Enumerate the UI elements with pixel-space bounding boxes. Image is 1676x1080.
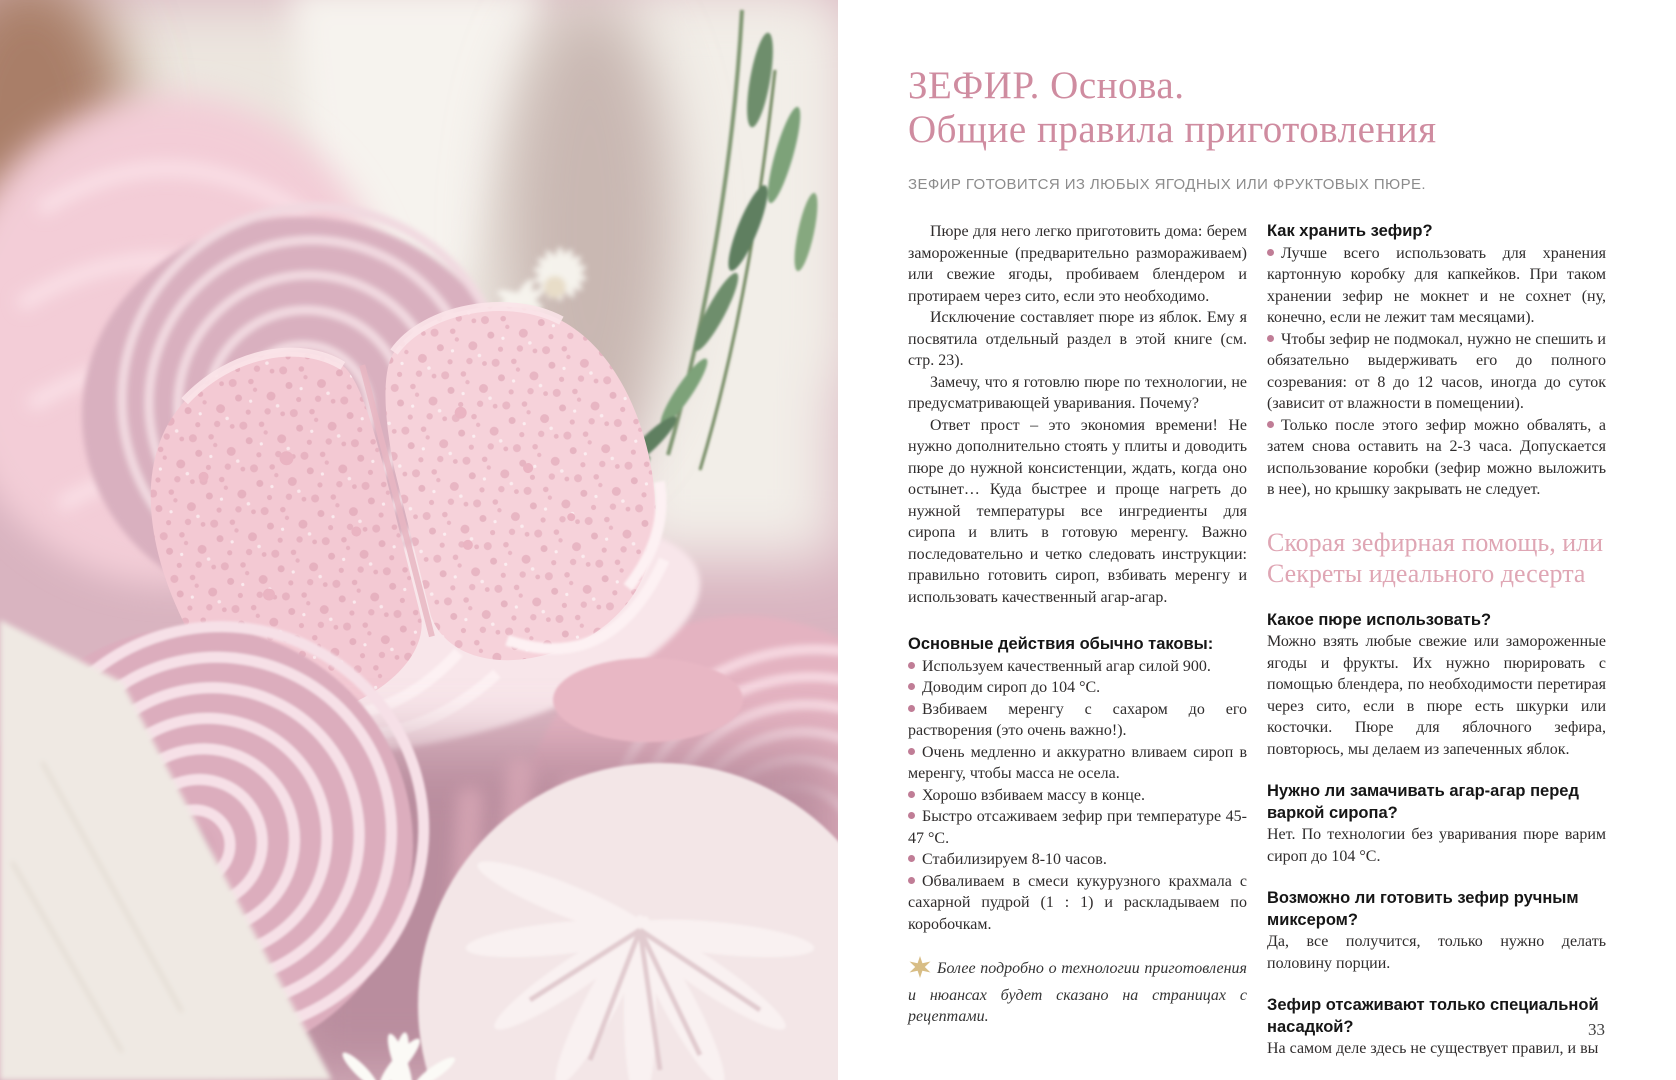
list-heading: Основные действия обычно таковы:	[908, 635, 1214, 653]
pink-heading-line1: Скорая зефирная помощь, или	[1267, 527, 1604, 557]
page-title-line2: Общие правила приготовления	[908, 108, 1437, 151]
storage-heading: Как хранить зефир?	[1267, 222, 1433, 240]
bullet-text: Только после этого зефир можно обвалять, а затем снова оставить на 2-3 часа. Допускается использование коробки (зефир можно выложить в нее), но крышку закрывать не следует.	[1267, 416, 1606, 498]
pink-section-heading	[1267, 527, 1606, 589]
qa-question: Какое пюре использовать?	[1267, 610, 1492, 629]
bullet-dot-icon	[1267, 421, 1274, 428]
bullet-text: Хорошо взбиваем массу в конце.	[922, 786, 1145, 804]
page-title	[908, 64, 1606, 152]
qa-question: Зефир отсаживают только специальной насадкой?	[1267, 996, 1599, 1036]
bullet-item	[908, 806, 1247, 849]
column-right	[1267, 221, 1606, 1060]
bullet-dot-icon	[908, 705, 915, 712]
paragraph: Замечу, что я готовлю пюре по технологии, не предусматривающей уваривания. Почему?	[908, 373, 1247, 412]
paragraph: Ответ прост – это экономия времени! Не нужно дополнительно стоять у плиты и доводить пюре до нужной консистенции, ждать, когда оно остынет… Куда быстрее и проще нагреть до нужной температуры все ингредиенты для сиропа и влить в готовую меренгу. Важно последовательно и четко следовать инструкции: правильно готовить сироп, взбивать меренгу и использовать качественный агар-агар.	[908, 416, 1247, 606]
bullet-item	[908, 785, 1247, 807]
bullet-dot-icon	[908, 877, 915, 884]
qa-answer: На самом деле здесь не существует правил, и вы	[1267, 1040, 1599, 1057]
bullet-dot-icon	[908, 662, 915, 669]
bullet-dot-icon	[908, 855, 915, 862]
footnote-text: Более подробно о технологии приготовления и нюансах будет сказано на страницах с рецептами.	[908, 960, 1247, 1025]
bullet-text: Взбиваем меренгу с сахаром до его растворения (это очень важно!).	[908, 700, 1247, 739]
bullet-text: Быстро отсаживаем зефир при температуре 45-47 °С.	[908, 808, 1247, 847]
qa-answer: Нет. По технологии без уваривания пюре варим сироп до 104 °С.	[1267, 826, 1606, 865]
bullet-dot-icon	[1267, 249, 1274, 256]
bullet-item	[1267, 329, 1606, 415]
pink-heading-line2: Секреты идеального десерта	[1267, 558, 1586, 588]
page-content	[890, 64, 1606, 1060]
bullet-text: Лучше всего использовать для хранения картонную коробку для капкейков. При таком хранении зефир не мокнет и не сохнет (ну, конечно, если не лежит там месяцами).	[1267, 244, 1606, 326]
bullet-dot-icon	[908, 748, 915, 755]
bullet-text: Используем качественный агар силой 900.	[922, 657, 1211, 675]
footnote	[908, 956, 1247, 1028]
column-left	[908, 221, 1247, 1060]
star-icon	[908, 956, 932, 985]
qa-answer: Можно взять любые свежие или замороженные ягоды и фрукты. Их нужно пюрировать с помощью блендера, по необходимости перетирая через сито, если в пюре есть шкурки или косточки. Пюре для яблочного зефира, повторюсь, мы делаем из запеченных яблок.	[1267, 633, 1606, 758]
bullet-item	[908, 849, 1247, 871]
columns	[890, 221, 1606, 1060]
paragraph: Исключение составляет пюре из яблок. Ему я посвятила отдельный раздел в этой книге (см. стр. 23).	[908, 309, 1247, 369]
paragraph: Пюре для него легко приготовить дома: берем замороженные (предварительно размораживаем) или свежие ягоды, пробиваем блендером и протираем через сито, если это необходимо.	[908, 223, 1247, 305]
bullet-dot-icon	[908, 683, 915, 690]
bullet-item	[908, 656, 1247, 678]
bullet-dot-icon	[908, 812, 915, 819]
bullet-item	[1267, 243, 1606, 329]
bullet-text: Обваливаем в смеси кукурузного крахмала с сахарной пудрой (1 : 1) и раскладываем по коробочкам.	[908, 872, 1247, 933]
bullet-dot-icon	[1267, 335, 1274, 342]
page-number: 33	[1588, 1020, 1605, 1039]
qa-question: Нужно ли замачивать агар-агар перед варкой сиропа?	[1267, 782, 1579, 822]
page-subtitle: ЗЕФИР ГОТОВИТСЯ ИЗ ЛЮБЫХ ЯГОДНЫХ ИЛИ ФРУКТОВЫХ ПЮРЕ.	[908, 176, 1426, 193]
bullet-text: Доводим сироп до 104 °С.	[922, 679, 1101, 696]
bullet-item	[908, 699, 1247, 742]
page-title-line1: ЗЕФИР. Основа.	[908, 64, 1185, 107]
bullet-item	[1267, 415, 1606, 501]
bullet-item	[908, 677, 1247, 699]
qa-question: Возможно ли готовить зефир ручным миксером?	[1267, 889, 1579, 929]
bullet-text: Чтобы зефир не подмокал, нужно не спешить и обязательно выдерживать его до полного созревания: от 8 до 12 часов, иногда до суток (зависит от влажности в помещении).	[1267, 330, 1606, 412]
bullet-item	[908, 742, 1247, 785]
bullet-item	[908, 871, 1247, 936]
bullet-dot-icon	[908, 791, 915, 798]
bullet-text: Стабилизируем 8-10 часов.	[922, 851, 1107, 868]
bullet-text: Очень медленно и аккуратно вливаем сироп в меренгу, чтобы масса не осела.	[908, 743, 1247, 782]
qa-answer: Да, все получится, только нужно делать половину порции.	[1267, 933, 1606, 972]
text-page	[838, 0, 1676, 1080]
